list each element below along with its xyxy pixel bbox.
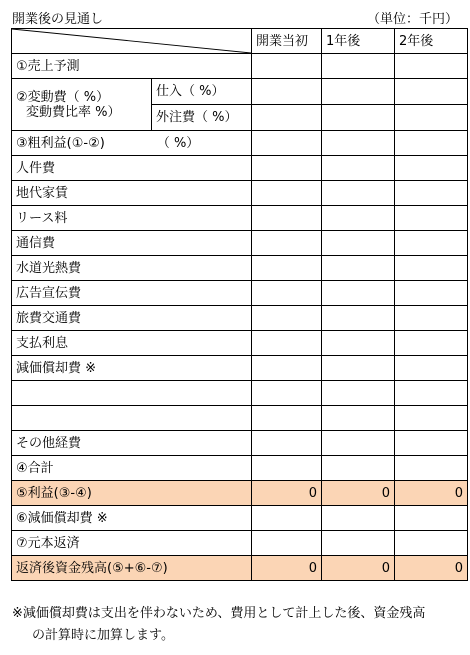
footnote-line-2: の計算時に加算します。 [32,628,174,643]
row-label-blank-1[interactable] [12,381,252,406]
cell-blank1-start[interactable] [252,381,322,406]
cell-lease-year1[interactable] [322,206,395,231]
row-label-depreciation-add: ⑥減価償却費 ※ [12,506,252,531]
row-label-sales: ①売上予測 [12,54,252,79]
row-label-personnel: 人件費 [12,156,252,181]
forecast-table [11,28,468,581]
footnote [12,603,462,647]
cell-rent-start[interactable] [252,181,322,206]
cell-other-year1[interactable] [322,431,395,456]
table-row [12,256,468,281]
row-label-lease: リース料 [12,206,252,231]
cell-sales-year1[interactable] [322,54,395,79]
cell-travel-year2[interactable] [395,306,468,331]
cell-outsourcing-start[interactable] [252,105,322,131]
cell-lease-start[interactable] [252,206,322,231]
cell-purchase-year1[interactable] [322,79,395,105]
cell-depreciation-add-year1[interactable] [322,506,395,531]
cell-outsourcing-year1[interactable] [322,105,395,131]
cell-communication-year2[interactable] [395,231,468,256]
table-row [12,331,468,356]
cell-other-start[interactable] [252,431,322,456]
table-row [12,156,468,181]
cell-blank2-year1[interactable] [322,406,395,431]
row-label-balance: 返済後資金残高(⑤+⑥-⑦) [12,556,252,581]
cell-utilities-start[interactable] [252,256,322,281]
column-header-start: 開業当初 [252,29,322,54]
cell-interest-start[interactable] [252,331,322,356]
cell-blank2-year2[interactable] [395,406,468,431]
row-label-other: その他経費 [12,431,252,456]
cell-balance-start: 0 [252,556,322,581]
cell-depreciation-add-year2[interactable] [395,506,468,531]
cell-communication-year1[interactable] [322,231,395,256]
row-label-total: ④合計 [12,456,252,481]
cell-gross-profit-start[interactable] [252,131,322,156]
cell-gross-profit-year2[interactable] [395,131,468,156]
footnote-line-1: ※減価償却費は支出を伴わないため、費用として計上した後、資金残高 [12,606,426,621]
cell-sales-year2[interactable] [395,54,468,79]
row-label-advertising: 広告宣伝費 [12,281,252,306]
cell-profit-year1: 0 [322,481,395,506]
table-header-row [12,29,468,54]
cell-sales-start[interactable] [252,54,322,79]
cell-rent-year2[interactable] [395,181,468,206]
unit-label: （単位：千円） [366,12,458,27]
cell-depreciation-year2[interactable] [395,356,468,381]
gross-profit-label: ③粗利益(①-②) [16,135,105,151]
row-label-purchase: 仕入（ %） [152,79,252,105]
cell-interest-year1[interactable] [322,331,395,356]
cell-travel-year1[interactable] [322,306,395,331]
cell-balance-year1: 0 [322,556,395,581]
cell-outsourcing-year2[interactable] [395,105,468,131]
cell-gross-profit-year1[interactable] [322,131,395,156]
table-row [12,281,468,306]
cell-lease-year2[interactable] [395,206,468,231]
cell-advertising-year1[interactable] [322,281,395,306]
cell-blank1-year2[interactable] [395,381,468,406]
cell-principal-start[interactable] [252,531,322,556]
table-row [12,54,468,79]
table-row [12,79,468,105]
cell-interest-year2[interactable] [395,331,468,356]
cell-purchase-year2[interactable] [395,79,468,105]
cell-total-year2[interactable] [395,456,468,481]
table-row [12,431,468,456]
cell-total-start[interactable] [252,456,322,481]
cell-travel-start[interactable] [252,306,322,331]
cell-blank2-start[interactable] [252,406,322,431]
table-row-balance [12,556,468,581]
column-header-year1: 1年後 [322,29,395,54]
row-label-communication: 通信費 [12,231,252,256]
table-row-profit [12,481,468,506]
cell-profit-year2: 0 [395,481,468,506]
row-label-interest: 支払利息 [12,331,252,356]
page-title: 開業後の見通し [12,12,104,27]
diagonal-header-cell [12,29,252,54]
diagonal-line [12,29,251,53]
cell-advertising-start[interactable] [252,281,322,306]
cell-personnel-start[interactable] [252,156,322,181]
column-header-year2: 2年後 [395,29,468,54]
table-row [12,406,468,431]
table-row [12,206,468,231]
row-label-utilities: 水道光熱費 [12,256,252,281]
cell-principal-year2[interactable] [395,531,468,556]
cell-total-year1[interactable] [322,456,395,481]
cell-purchase-start[interactable] [252,79,322,105]
gross-profit-pct: （ %） [156,135,200,151]
cell-other-year2[interactable] [395,431,468,456]
cell-utilities-year2[interactable] [395,256,468,281]
cell-personnel-year1[interactable] [322,156,395,181]
table-row [12,131,468,156]
cell-depreciation-add-start[interactable] [252,506,322,531]
table-row [12,531,468,556]
row-label-profit: ⑤利益(③-④) [12,481,252,506]
cell-rent-year1[interactable] [322,181,395,206]
table-row [12,506,468,531]
row-label-variable-cost [12,79,152,131]
table-row [12,381,468,406]
variable-cost-ratio-label: 変動費比率 %） [26,104,121,120]
table-row [12,456,468,481]
cell-profit-start: 0 [252,481,322,506]
row-label-depreciation: 減価償却費 ※ [12,356,252,381]
cell-communication-start[interactable] [252,231,322,256]
table-row [12,356,468,381]
row-label-rent: 地代家賃 [12,181,252,206]
row-label-principal: ⑦元本返済 [12,531,252,556]
cell-depreciation-start[interactable] [252,356,322,381]
row-label-gross-profit [12,131,252,156]
row-label-travel: 旅費交通費 [12,306,252,331]
cell-personnel-year2[interactable] [395,156,468,181]
cell-blank1-year1[interactable] [322,381,395,406]
row-label-outsourcing: 外注費（ %） [152,105,252,131]
cell-utilities-year1[interactable] [322,256,395,281]
row-label-blank-2[interactable] [12,406,252,431]
cell-balance-year2: 0 [395,556,468,581]
table-row [12,306,468,331]
variable-cost-label: ②変動費（ %） [16,89,110,105]
table-row [12,231,468,256]
table-row [12,181,468,206]
cell-depreciation-year1[interactable] [322,356,395,381]
cell-principal-year1[interactable] [322,531,395,556]
cell-advertising-year2[interactable] [395,281,468,306]
